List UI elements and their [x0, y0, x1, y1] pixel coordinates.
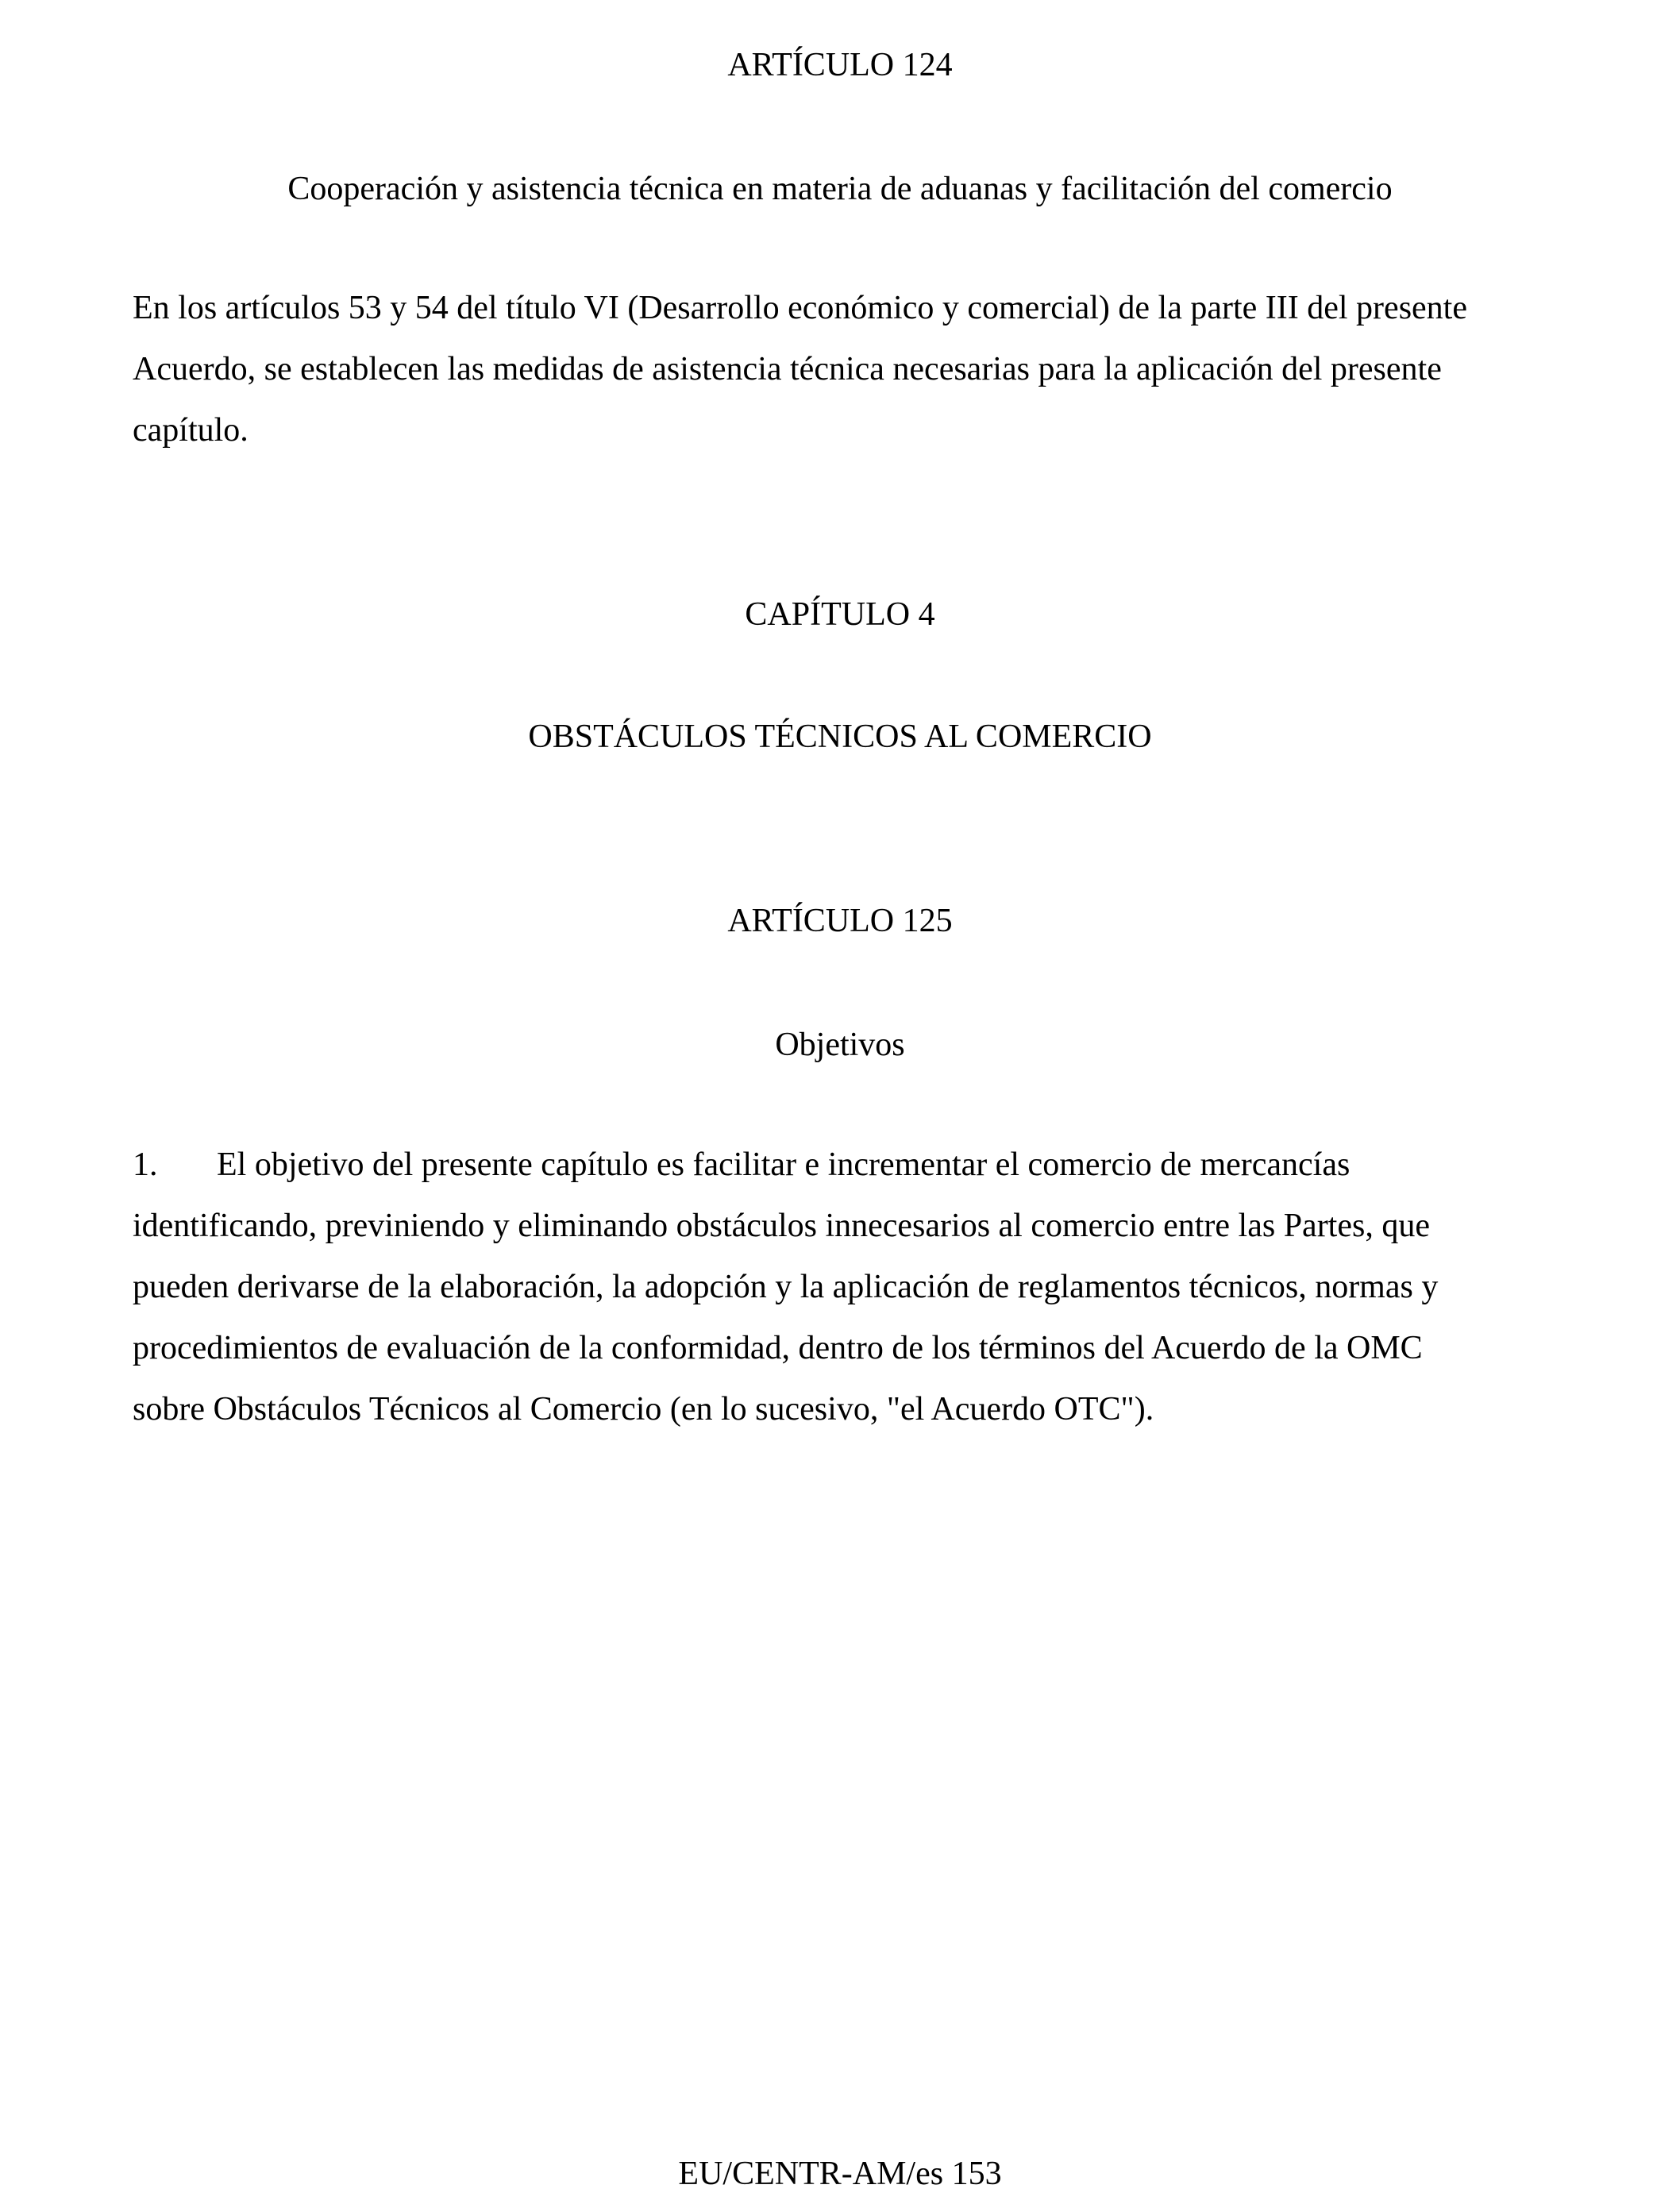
article-125-title: Objetivos: [775, 1027, 905, 1063]
paragraph-line: Acuerdo, se establecen las medidas de asistencia técnica necesarias para la aplicación del presente: [133, 351, 1442, 387]
article-125-heading: ARTÍCULO 125: [727, 903, 953, 939]
article-124-title: Cooperación y asistencia técnica en materia de aduanas y facilitación del comercio: [287, 171, 1393, 207]
paragraph-line-text: El objetivo del presente capítulo es facilitar e incrementar el comercio de mercancías: [217, 1146, 1351, 1183]
paragraph-line: En los artículos 53 y 54 del título VI (Desarrollo económico y comercial) de la parte III del presente: [133, 290, 1467, 326]
paragraph-line: sobre Obstáculos Técnicos al Comercio (en lo sucesivo, "el Acuerdo OTC").: [133, 1391, 1154, 1428]
paragraph-line: capítulo.: [133, 412, 249, 449]
article-124-paragraph: [133, 278, 1554, 461]
paragraph-line: pueden derivarse de la elaboración, la adopción y la aplicación de reglamentos técnicos, normas y: [133, 1269, 1439, 1305]
paragraph-line: procedimientos de evaluación de la conformidad, dentro de los términos del Acuerdo de la OMC: [133, 1330, 1423, 1366]
chapter-4-heading: CAPÍTULO 4: [745, 596, 935, 633]
page-footer-reference: EU/CENTR-AM/es 153: [678, 2156, 1002, 2192]
article-125-paragraph-1: [133, 1135, 1554, 1440]
article-124-heading: ARTÍCULO 124: [727, 47, 953, 83]
paragraph-number: 1.: [133, 1146, 158, 1183]
paragraph-line: identificando, previniendo y eliminando obstáculos innecesarios al comercio entre las Partes, que: [133, 1208, 1430, 1244]
paragraph-line: [133, 1135, 1554, 1196]
chapter-4-title: OBSTÁCULOS TÉCNICOS AL COMERCIO: [528, 719, 1152, 755]
